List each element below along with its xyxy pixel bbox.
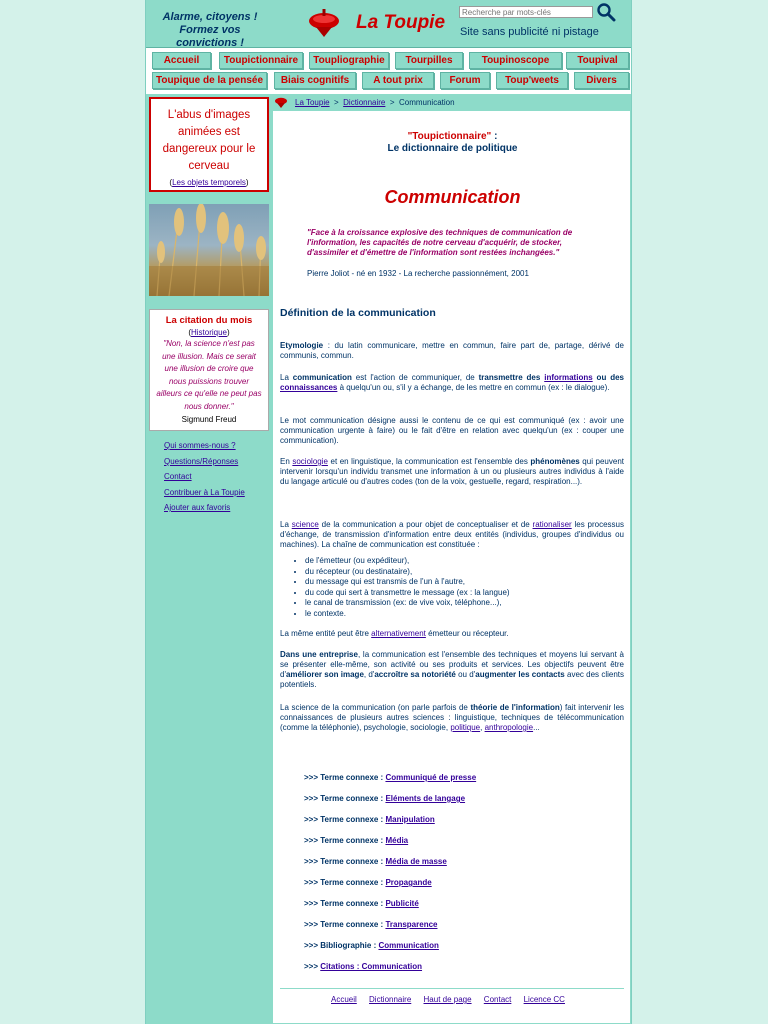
nav-toupictionnaire[interactable]: Toupictionnaire (219, 52, 303, 69)
quote-text: "Non, la science n'est pas une illusion. Mais ce serait une illusion de croire que nous puissions trouver ailleurs ce qu'elle ne peut pas nous donner." (156, 339, 262, 411)
link-questions-reponses[interactable]: Questions/Réponses (164, 456, 239, 466)
crumb-current: Communication (398, 98, 455, 107)
related-term: >>> Terme connexe : Manipulation (304, 815, 435, 824)
list-item: • du message qui est transmis de l'un à l'autre, (305, 577, 510, 588)
footer-links (331, 995, 575, 1004)
footer-dictionnaire[interactable]: Dictionnaire (369, 995, 412, 1004)
article (272, 111, 631, 1024)
dict-label: "Toupictionnaire" (407, 131, 492, 142)
quote-author: Sigmund Freud (181, 415, 237, 424)
related-term: >>> Terme connexe : Propagande (304, 878, 432, 887)
breadcrumb (295, 98, 455, 107)
search-input[interactable] (459, 6, 593, 18)
list-item: • du code qui sert à transmettre le message (ex : la langue) (305, 588, 510, 599)
spinning-top-icon[interactable] (306, 8, 342, 38)
link-favoris[interactable]: Ajouter aux favoris (164, 503, 231, 512)
nav-tourpilles[interactable]: Tourpilles (395, 52, 463, 69)
sidebar (146, 94, 272, 1024)
slogan (154, 11, 266, 50)
link-alternativement[interactable]: alternativement (371, 629, 426, 638)
site-header (146, 0, 631, 48)
crumb-sep-1: > (334, 98, 339, 107)
footer-accueil[interactable]: Accueil (331, 995, 357, 1004)
related-link[interactable]: Propagande (385, 878, 432, 887)
nav-toupique[interactable]: Toupique de la pensée (152, 72, 267, 89)
nav-toupinoscope[interactable]: Toupinoscope (469, 52, 562, 69)
animated-images-warning (149, 97, 269, 192)
slogan-line-1: Alarme, citoyens ! (162, 11, 258, 23)
related-link[interactable]: Transparence (385, 920, 438, 929)
crumb-home[interactable]: La Toupie (295, 98, 330, 107)
warning-text: L'abus d'images animées est dangereux pour le cerveau (162, 109, 256, 172)
list-item: • de l'émetteur (ou expéditeur), (305, 556, 510, 567)
related-term: >>> Terme connexe : Communiqué de presse (304, 773, 477, 782)
nav-forum[interactable]: Forum (440, 72, 490, 89)
link-science[interactable]: science (291, 520, 319, 529)
wheat-illustration (149, 204, 269, 296)
etym-text: : du latin communicare, mettre en commun, faire part de, partage, dérivé de communis, commun. (280, 341, 624, 360)
related-term: >>> Terme connexe : Eléments de langage (304, 794, 466, 803)
search-icon[interactable] (596, 2, 616, 22)
quote-of-month (149, 309, 269, 431)
related-link[interactable]: Communiqué de presse (385, 773, 477, 782)
main-nav (146, 50, 631, 94)
etymology-paragraph (280, 341, 624, 361)
list-item: • du récepteur (ou destinataire), (305, 567, 510, 578)
brand-name[interactable]: La Toupie (356, 12, 446, 33)
link-rationaliser[interactable]: rationaliser (532, 520, 572, 529)
dict-subtitle: Le dictionnaire de politique (387, 143, 518, 154)
related-link[interactable]: Eléments de langage (385, 794, 466, 803)
etym-label: Etymologie (280, 341, 324, 350)
bibliography-link[interactable]: Communication (378, 941, 439, 950)
quote-title: La citation du mois (165, 315, 253, 326)
nav-accueil[interactable]: Accueil (152, 52, 211, 69)
link-anthropologie[interactable]: anthropologie (484, 723, 534, 732)
citations: >>> Citations : Communication (304, 962, 423, 971)
related-term: >>> Terme connexe : Publicité (304, 899, 419, 908)
warning-link-wrap: (Les objets temporels) (169, 178, 249, 187)
bibliography: >>> Bibliographie : Communication (304, 941, 439, 950)
main-content (272, 94, 631, 1024)
related-link[interactable]: Manipulation (385, 815, 435, 824)
link-connaissances[interactable]: connaissances (280, 383, 338, 392)
nav-divers[interactable]: Divers (574, 72, 629, 89)
warning-link[interactable]: Les objets temporels (172, 178, 246, 187)
wheat-image (149, 204, 269, 296)
citations-link[interactable]: Citations : Communication (320, 962, 423, 971)
nav-biais-cognitifs[interactable]: Biais cognitifs (274, 72, 356, 89)
link-sociologie[interactable]: sociologie (292, 457, 328, 466)
related-term: >>> Terme connexe : Média (304, 836, 409, 845)
paragraph-7: La science de la communication (on parle parfois de théorie de l'information) fait intervenir les connaissances de plusieurs autres sciences : linguistique, techniques de télécommunication (comme la téléphonie), psychologie, sociologie, politique, anthropologie... (280, 703, 625, 732)
communication-chain-list (293, 556, 510, 619)
footer-licence[interactable]: Licence CC (523, 995, 565, 1004)
paragraph-1: La communication est l'action de communiquer, de transmettre des informations ou des connaissances à quelqu'un ou, s'il y a échange, de les mettre en commun (ex : le dialogue). (280, 373, 625, 392)
quote-history-wrap: (Historique) (188, 328, 230, 337)
paragraph-6: Dans une entreprise, la communication est l'ensemble des techniques et moyens lui servant à se présenter elle-même, son activité ou ses produits et services. Les objectifs peuvent être d'améliorer son image, d'accroître sa notoriété ou d'augmenter les contacts avec des clients potentiels. (280, 650, 624, 689)
no-ads-notice: Site sans publicité ni pistage (460, 26, 599, 38)
sidebar-links (164, 441, 245, 519)
link-qui-sommes-nous[interactable]: Qui sommes-nous ? (164, 441, 236, 450)
dict-colon: : (491, 131, 498, 142)
list-item: • le canal de transmission (ex: de vive voix, téléphone...), (305, 598, 510, 609)
footer-contact[interactable]: Contact (483, 995, 512, 1004)
epigraph: "Face à la croissance explosive des techniques de communication de l'information, les capacités de notre cerveau d'acquérir, de stocker, d'assimiler et d'émettre de l'information sont restées inchangées." (307, 228, 573, 257)
footer-haut-de-page[interactable]: Haut de page (423, 995, 472, 1004)
related-link[interactable]: Média de masse (385, 857, 447, 866)
related-term: >>> Terme connexe : Média de masse (304, 857, 447, 866)
crumb-sep-2: > (389, 98, 395, 107)
link-contact[interactable]: Contact (164, 472, 192, 481)
nav-a-tout-prix[interactable]: A tout prix (362, 72, 434, 89)
paragraph-5: La même entité peut être alternativement émetteur ou récepteur. (280, 629, 509, 638)
link-contribuer[interactable]: Contribuer à La Toupie (164, 487, 245, 497)
paragraph-3: En sociologie et en linguistique, la communication est l'ensemble des phénomènes qui peuvent intervenir lorsqu'un individu transmet une information à un ou plusieurs autres individus à l'aide du langage articulé ou d'autres codes (ton de la voix, gestuelle, regard, respiration...). (280, 457, 624, 486)
related-link[interactable]: Média (385, 836, 409, 845)
section-title: Définition de la communication (280, 307, 436, 319)
slogan-line-2: Formez vos convictions ! (176, 24, 244, 49)
nav-toupival[interactable]: Toupival (566, 52, 629, 69)
page (145, 0, 632, 1024)
crumb-dictionnaire[interactable]: Dictionnaire (343, 98, 386, 107)
related-term: >>> Terme connexe : Transparence (304, 920, 438, 929)
nav-toupweets[interactable]: Toup'weets (496, 72, 568, 89)
nav-toupliographie[interactable]: Toupliographie (309, 52, 389, 69)
breadcrumb-bar (272, 94, 631, 111)
dictionary-heading (273, 131, 632, 155)
paragraph-4: La science de la communication a pour objet de conceptualiser et de rationaliser les processus d'échange, de transmission d'information entre deux entités (individus, groupes d'individus ou machines). La chaîne de communication est constituée : (280, 520, 624, 549)
paragraph-2: Le mot communication désigne aussi le contenu de ce qui est communiqué (ex : avoir une communication urgente à faire) ou le fait d'être en relation avec quelqu'un (ex : couper une communication). (280, 416, 624, 445)
link-informations[interactable]: informations (544, 373, 593, 382)
list-item: • le contexte. (305, 609, 510, 620)
spinning-top-small-icon (274, 96, 288, 108)
footer-divider (280, 988, 624, 989)
quote-history-link[interactable]: Historique (190, 328, 227, 337)
epigraph-source: Pierre Joliot - né en 1932 - La recherche passionnément, 2001 (307, 269, 529, 278)
page-title: Communication (384, 187, 521, 207)
related-link[interactable]: Publicité (385, 899, 419, 908)
link-politique[interactable]: politique (450, 723, 481, 732)
